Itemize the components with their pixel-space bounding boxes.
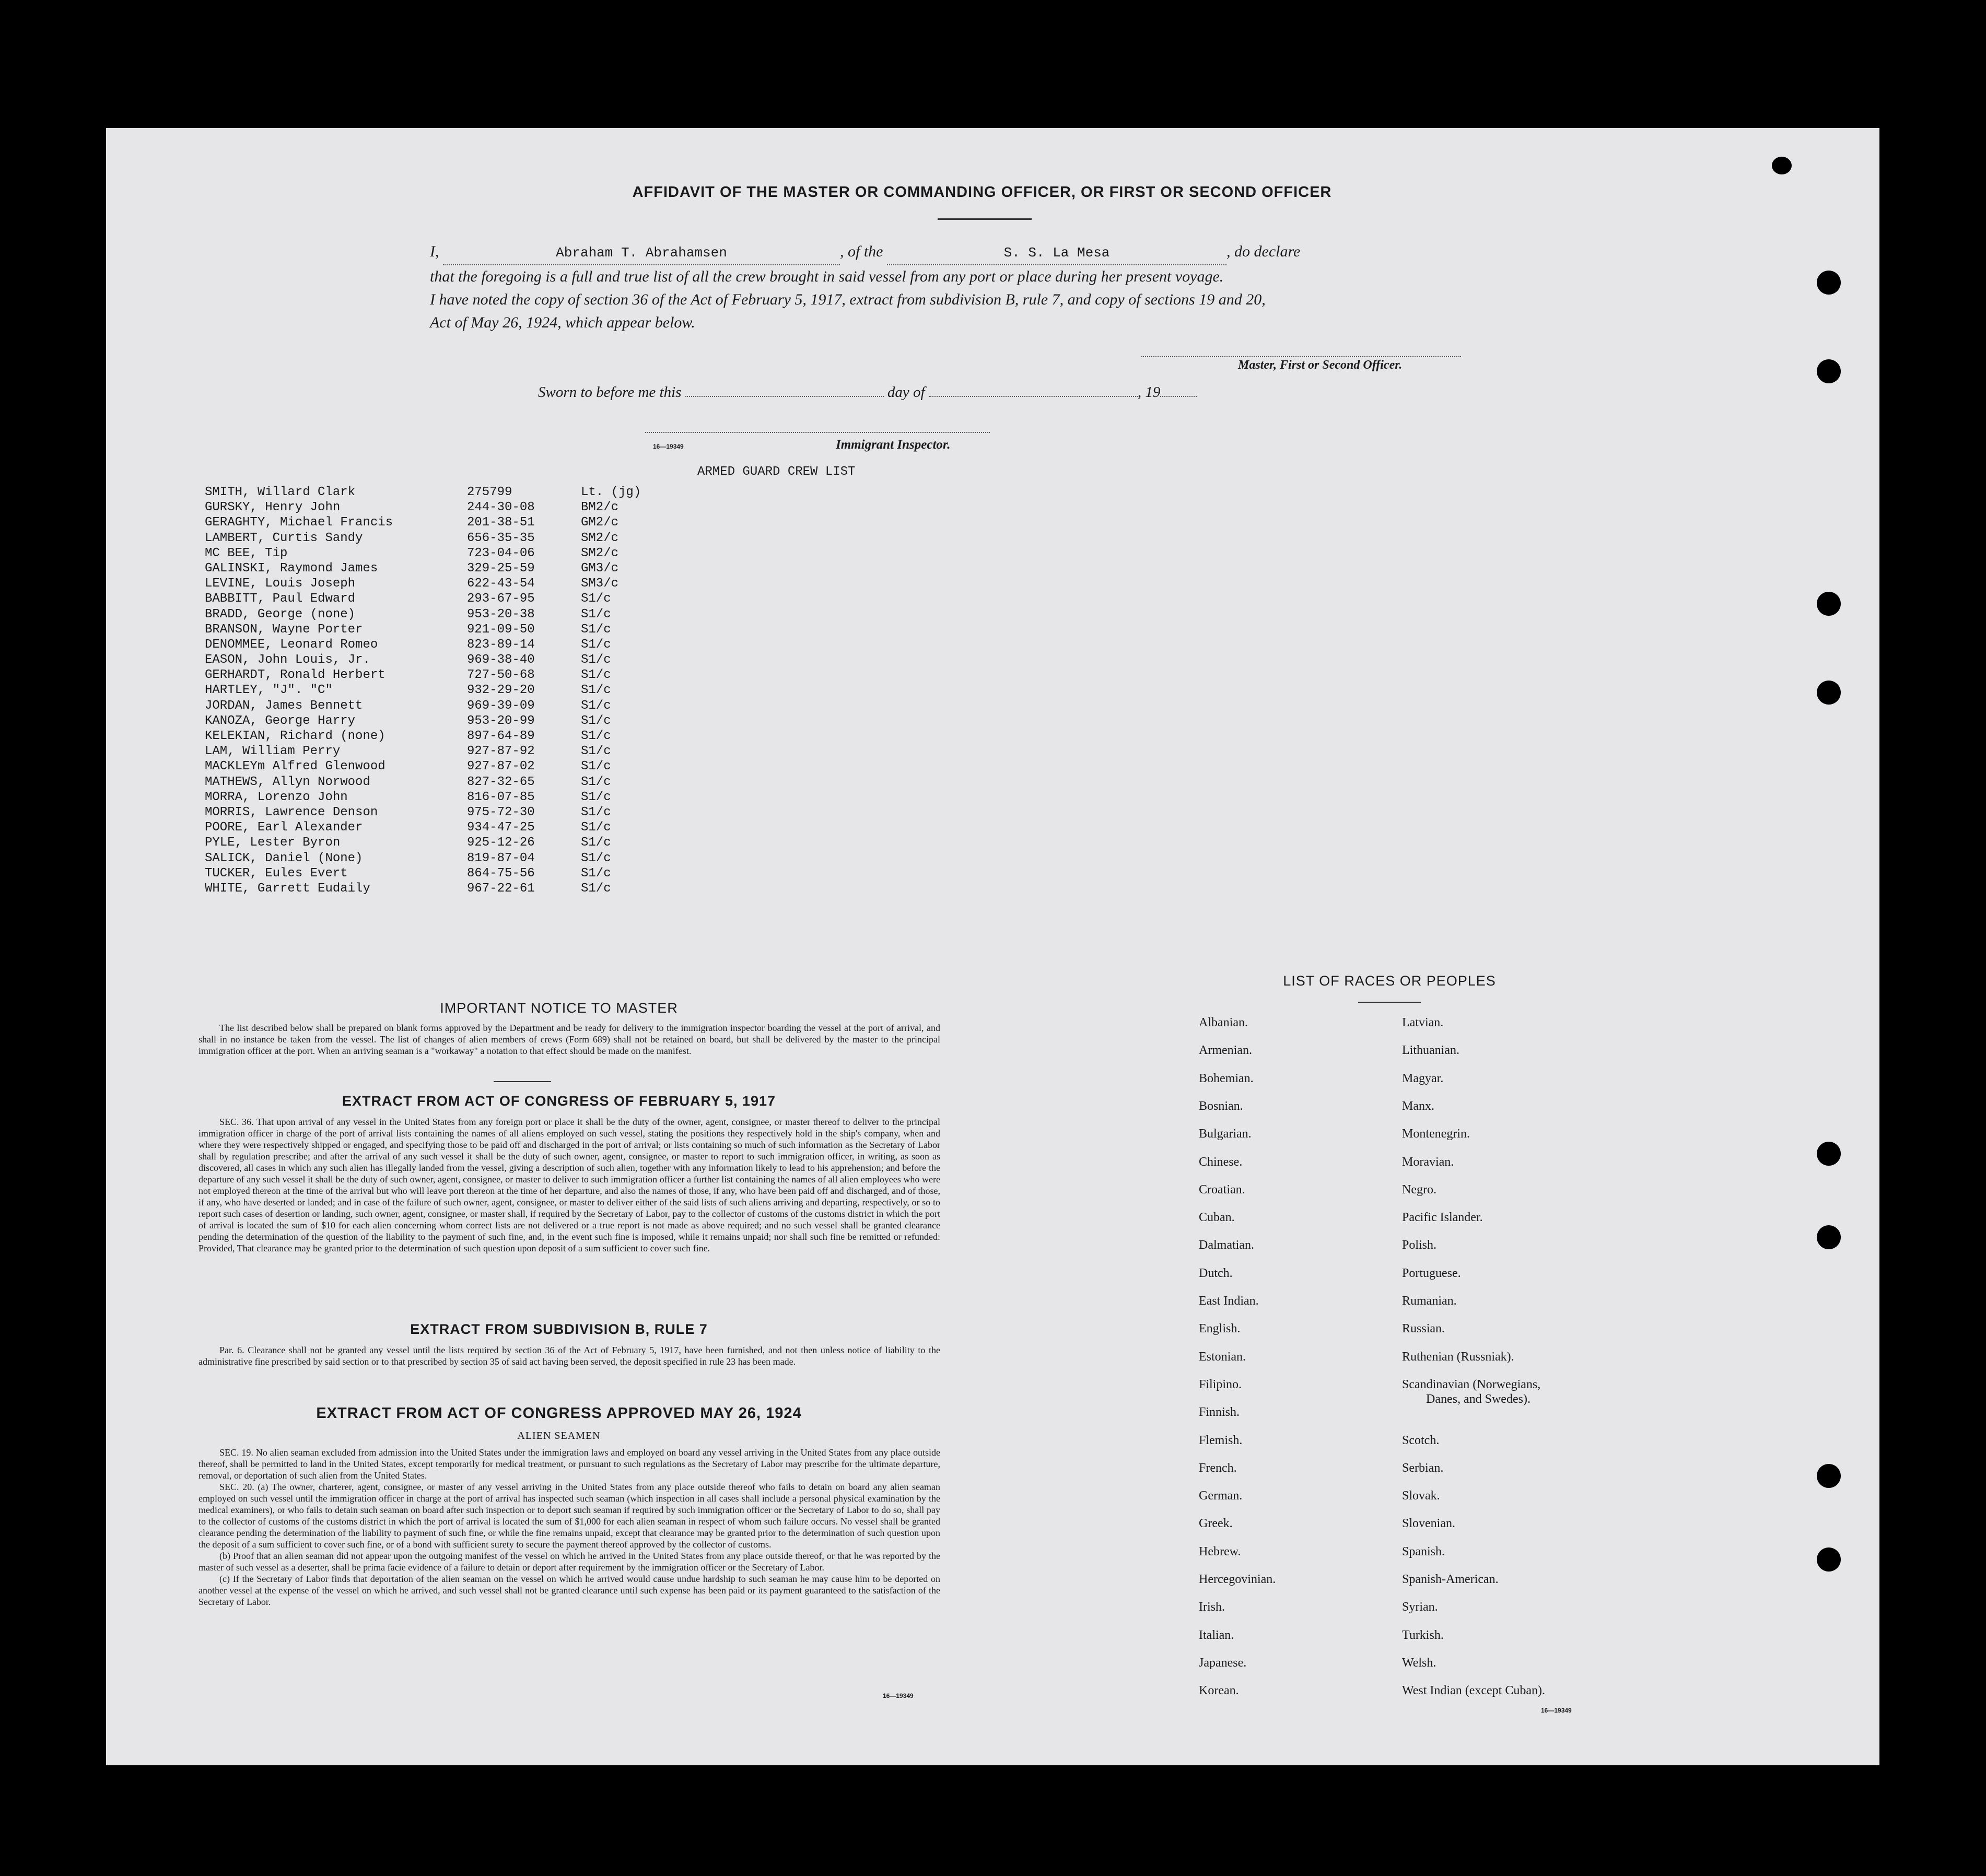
punch-hole (1817, 271, 1841, 295)
crew-name: BRANSON, Wayne Porter (205, 622, 363, 637)
vessel-name-field[interactable]: S. S. La Mesa (887, 241, 1226, 265)
crew-number: 932-29-20 (467, 683, 535, 698)
crew-rate: S1/c (581, 881, 611, 896)
crew-rate: SM3/c (581, 577, 619, 591)
race-item: German. (1199, 1489, 1243, 1503)
race-item: Hercegovinian. (1199, 1573, 1276, 1586)
crew-number: 969-39-09 (467, 698, 535, 713)
race-item: Japanese. (1199, 1656, 1247, 1670)
punch-hole (1817, 1547, 1841, 1572)
crew-name: MC BEE, Tip (205, 546, 288, 560)
sworn-month-field[interactable] (929, 396, 1138, 397)
crew-rate: Lt. (jg) (581, 485, 641, 499)
sec20a-text: SEC. 20. (a) The owner, charterer, agent, consignee, or master of any vessel arriving in the United States from any place outside thereof who fails to detain on board any alien seaman employed on such vessel until the immigration officer in charge at the port of arrival has inspected such seaman (which inspection in all cases shall include a personal physical examination by the medical examiners), or who fails to detain such seaman on board after such inspection or to deport such seaman if required by such immigration officer or the Secretary of Labor to do so, shall pay to the collector of customs of the customs district in which the port of arrival is located the sum of $1,000 for each alien seaman in respect of whom such failure occurs. No vessel shall be granted clearance pending the determination of the liability to payment of such fine, or while the fine remains unpaid, except that clearance may be granted prior to the determination of such question upon the deposit of a sum sufficient to cover such fine, or of a bond with sufficient surety to secure the payment thereof approved by the collector of customs. (198, 1482, 940, 1550)
race-item: Italian. (1199, 1628, 1234, 1642)
race-item: Welsh. (1402, 1656, 1436, 1670)
crew-name: GURSKY, Henry John (205, 500, 341, 515)
form-number-races: 16—19349 (1541, 1707, 1572, 1714)
race-item: Negro. (1402, 1182, 1436, 1197)
race-item: Estonian. (1199, 1350, 1246, 1364)
inspector-line[interactable] (645, 431, 990, 433)
extract-1917-body (198, 1116, 940, 1254)
notice-rule (494, 1081, 551, 1082)
sworn-day-of: day of (887, 384, 925, 401)
race-item: Hebrew. (1199, 1544, 1241, 1558)
race-item: Dutch. (1199, 1266, 1233, 1280)
torn-corner (1772, 157, 1792, 174)
crew-rate: S1/c (581, 729, 611, 743)
alien-seamen-subtitle: ALIEN SEAMEN (517, 1430, 601, 1441)
par6-text: Par. 6. Clearance shall not be granted any vessel until the lists required by section 36 of the Act of February 5, 1917, have been furnished, and not then unless notice of liability to the administrative fine prescribed by said section or to that prescribed by section 35 of said act having been served, the deposit specified in rule 23 has been made. (198, 1345, 940, 1367)
notice-body (198, 1022, 940, 1057)
race-item: Ruthenian (Russniak). (1402, 1350, 1514, 1364)
crew-name: KANOZA, George Harry (205, 713, 356, 728)
sec20c-text: (c) If the Secretary of Labor finds that deportation of the alien seaman on the vessel on which he arrived would cause undue hardship to such seaman he may cause him to be deported on another vessel at the expense of the vessel on which he arrived, and such vessel shall not be granted clearance until such expense has been paid or its payment guaranteed to the satisfaction of the Secretary of Labor. (198, 1574, 940, 1607)
crew-name: TUCKER, Eules Evert (205, 866, 348, 881)
race-item: Slovenian. (1402, 1517, 1455, 1531)
crew-number: 823-89-14 (467, 637, 535, 652)
race-item: Pacific Islander. (1402, 1211, 1483, 1225)
race-item: Montenegrin. (1402, 1127, 1470, 1141)
race-item: Bosnian. (1199, 1099, 1243, 1113)
extract-rule7-body (198, 1344, 940, 1367)
crew-name: WHITE, Garrett Eudaily (205, 881, 370, 896)
crew-name: MORRA, Lorenzo John (205, 790, 348, 804)
extract-1917-title: EXTRACT FROM ACT OF CONGRESS OF FEBRUARY 5, 1917 (342, 1093, 776, 1109)
crew-name: GERHARDT, Ronald Herbert (205, 668, 385, 683)
declaration-text (430, 240, 1448, 334)
crew-rate: GM2/c (581, 515, 619, 530)
crew-name: BRADD, George (none) (205, 607, 356, 622)
race-item: Serbian. (1402, 1461, 1444, 1475)
crew-rate: S1/c (581, 744, 611, 759)
crew-number: 975-72-30 (467, 805, 535, 819)
crew-number: 927-87-02 (467, 759, 535, 774)
crew-name: LEVINE, Louis Joseph (205, 577, 356, 591)
crew-number: 727-50-68 (467, 668, 535, 683)
notice-text: The list described below shall be prepared on blank forms approved by the Department and be ready for delivery to the immigration inspector boarding the vessel at the port of arrival, and shall in no instance be taken from the vessel. The list of changes of alien members of crews (Form 689) shall not be retained on board, but shall be delivered by the master to the principal immigration officer at the port. When an arriving seaman is a "workaway" a notation to that effect should be made on the manifest. (198, 1023, 940, 1056)
crew-rate: SM2/c (581, 531, 619, 545)
crew-name: GALINSKI, Raymond James (205, 561, 378, 576)
decl-line4: Act of May 26, 1924, which appear below. (430, 314, 695, 331)
race-item: Albanian. (1199, 1016, 1248, 1029)
crew-number: 293-67-95 (467, 592, 535, 606)
race-item: Scandinavian (Norwegians, (1402, 1377, 1541, 1391)
race-item: Slovak. (1402, 1489, 1440, 1503)
crew-number: 967-22-61 (467, 881, 535, 896)
race-item: Russian. (1402, 1322, 1445, 1336)
crew-name: JORDAN, James Bennett (205, 698, 363, 713)
crew-rate: S1/c (581, 653, 611, 667)
race-item: East Indian. (1199, 1294, 1259, 1308)
crew-rate: S1/c (581, 668, 611, 683)
race-item: Lithuanian. (1402, 1043, 1459, 1058)
sworn-year-field[interactable] (1160, 396, 1197, 397)
race-item: Bulgarian. (1199, 1127, 1252, 1141)
crew-name: DENOMMEE, Leonard Romeo (205, 637, 378, 652)
race-item: Dalmatian. (1199, 1238, 1254, 1252)
race-item: Bohemian. (1199, 1071, 1254, 1085)
crew-rate: S1/c (581, 836, 611, 850)
crew-name: MORRIS, Lawrence Denson (205, 805, 378, 819)
race-item: West Indian (except Cuban). (1402, 1684, 1545, 1698)
notice-title: IMPORTANT NOTICE TO MASTER (440, 1000, 678, 1016)
race-item: Filipino. (1199, 1377, 1242, 1391)
extract-rule7-title: EXTRACT FROM SUBDIVISION B, RULE 7 (410, 1321, 708, 1337)
crew-number: 953-20-99 (467, 713, 535, 728)
crew-list-title: ARMED GUARD CREW LIST (697, 465, 856, 479)
race-item: Scotch. (1402, 1433, 1440, 1447)
crew-name: PYLE, Lester Byron (205, 836, 341, 850)
crew-name: EASON, John Louis, Jr. (205, 653, 370, 667)
crew-number: 927-87-92 (467, 744, 535, 759)
race-item: English. (1199, 1322, 1241, 1336)
signature-caption: Master, First or Second Officer. (1238, 358, 1403, 372)
races-rule (1358, 1002, 1421, 1003)
race-item: Flemish. (1199, 1433, 1243, 1447)
race-item: Irish. (1199, 1600, 1225, 1614)
crew-name: MATHEWS, Allyn Norwood (205, 775, 370, 789)
race-item: Armenian. (1199, 1043, 1252, 1058)
crew-rate: S1/c (581, 851, 611, 865)
crew-rate: S1/c (581, 637, 611, 652)
sec20b-text: (b) Proof that an alien seaman did not appear upon the outgoing manifest of the vessel on which he arrived in the United States from any place outside thereof, or that he was reported by the master of such vessel as a deserter, shall be prima facie evidence of a failure to detain or deport after requirement by the immigration officer or the Secretary of Labor. (198, 1551, 940, 1573)
crew-name: KELEKIAN, Richard (none) (205, 729, 385, 743)
form-number-extract: 16—19349 (883, 1692, 914, 1699)
punch-hole (1817, 1464, 1841, 1488)
crew-rate: S1/c (581, 759, 611, 774)
title-rule (938, 218, 1032, 220)
race-item: Rumanian. (1402, 1294, 1457, 1308)
race-item: Turkish. (1402, 1628, 1444, 1642)
punch-hole (1817, 1225, 1841, 1249)
sworn-day-field[interactable] (685, 396, 884, 397)
race-item: Spanish-American. (1402, 1573, 1499, 1586)
crew-number: 816-07-85 (467, 790, 535, 804)
crew-rate: S1/c (581, 805, 611, 819)
crew-number: 244-30-08 (467, 500, 535, 515)
race-item: Moravian. (1402, 1155, 1454, 1169)
race-item: Korean. (1199, 1684, 1239, 1698)
punch-hole (1817, 592, 1841, 616)
races-title: LIST OF RACES OR PEOPLES (1283, 973, 1496, 989)
crew-rate: S1/c (581, 775, 611, 789)
inspector-caption: Immigrant Inspector. (836, 438, 951, 452)
crew-name: HARTLEY, "J". "C" (205, 683, 333, 698)
crew-rate: S1/c (581, 683, 611, 698)
crew-number: 723-04-06 (467, 546, 535, 560)
crew-name: SALICK, Daniel (None) (205, 851, 363, 865)
race-item: Latvian. (1402, 1016, 1444, 1029)
decl-line2: that the foregoing is a full and true list of all the crew brought in said vessel from any port or place during her present voyage. (430, 268, 1224, 285)
race-item: Croatian. (1199, 1182, 1245, 1197)
crew-rate: BM2/c (581, 500, 619, 515)
punch-hole (1817, 681, 1841, 705)
extract-1924-title: EXTRACT FROM ACT OF CONGRESS APPROVED MAY 26, 1924 (316, 1405, 802, 1422)
crew-number: 622-43-54 (467, 577, 535, 591)
race-item: Syrian. (1402, 1600, 1438, 1614)
crew-number: 201-38-51 (467, 515, 535, 530)
sworn-year: , 19 (1137, 384, 1161, 401)
crew-number: 819-87-04 (467, 851, 535, 865)
race-item: Manx. (1402, 1099, 1434, 1113)
race-item: French. (1199, 1461, 1237, 1475)
sec36-text: SEC. 36. That upon arrival of any vessel in the United States from any foreign port or place it shall be the duty of the owner, agent, consignee, or master thereof to deliver to the principal immigration officer in charge of the port of arrival lists containing the names of all aliens employed on such vessel, stating the positions they respectively hold in the ship's company, when and where they were respectively shipped or engaged, and specifying those to be paid off and discharged in the port of arrival; or lists containing so much of such information as the Secretary of Labor shall by regulation prescribe; and after the arrival of any such vessel it shall be the duty of such owner, agent, consignee, or master to report to such immigration officer, in writing, as soon as discovered, all cases in which any such alien has illegally landed from the vessel, giving a description of such alien, together with any information likely to lead to his apprehension; and before the departure of any such vessel it shall be the duty of such owner, agent, consignee, or master to deliver to such immigration officer a further list containing the names of all alien employees who were not employed thereon at the time of the arrival but who will leave port thereon at the time of her departure, and also the names of those, if any, who have been paid off and discharged, and of those, if any, who have deserted or landed; and in case of the failure of such owner, agent, consignee, or master to deliver either of the said lists of such aliens arriving and departing, respectively, or so to report such cases of desertion or landing, such owner, agent, consignee, or master shall, if required by the Secretary of Labor, pay to the collector of customs of the customs district in which the port of arrival is located the sum of $10 for each alien concerning whom correct lists are not delivered or a true report is not made as above required; and no such vessel shall be granted clearance pending the determination of the question of the liability to the payment of such fine, and, in the event such fine is imposed, while it remains unpaid; nor shall such fine be remitted or refunded: Provided, That clearance may be granted prior to the determination of such question upon deposit of a sum sufficient to cover such fine. (198, 1117, 940, 1253)
race-item: Greek. (1199, 1517, 1233, 1531)
race-item: Magyar. (1402, 1071, 1444, 1085)
crew-number: 934-47-25 (467, 820, 535, 835)
crew-rate: S1/c (581, 698, 611, 713)
crew-name: LAM, William Perry (205, 744, 341, 759)
decl-suffix: , do declare (1226, 243, 1301, 260)
crew-rate: S1/c (581, 790, 611, 804)
race-item: Polish. (1402, 1238, 1437, 1252)
crew-rate: S1/c (581, 607, 611, 622)
crew-rate: S1/c (581, 622, 611, 637)
decl-line3: I have noted the copy of section 36 of the Act of February 5, 1917, extract from subdivision B, rule 7, and copy of sections 19 and 20, (430, 291, 1266, 308)
crew-number: 656-35-35 (467, 531, 535, 545)
crew-number: 925-12-26 (467, 836, 535, 850)
crew-number: 864-75-56 (467, 866, 535, 881)
crew-number: 329-25-59 (467, 561, 535, 576)
crew-name: BABBITT, Paul Edward (205, 592, 356, 606)
master-name-field[interactable]: Abraham T. Abrahamsen (443, 241, 840, 265)
sec19-text: SEC. 19. No alien seaman excluded from admission into the United States under the immigration laws and employed on board any vessel arriving in the United States from any place outside thereof, shall be permitted to land in the United States, except temporarily for medical treatment, or pursuant to such regulations as the Secretary of Labor may prescribe for the ultimate departure, removal, or deportation of such alien from the United States. (198, 1447, 940, 1481)
crew-rate: S1/c (581, 866, 611, 881)
punch-hole (1817, 359, 1841, 383)
crew-number: 275799 (467, 485, 512, 499)
affidavit-title: AFFIDAVIT OF THE MASTER OR COMMANDING OFFICER, OR FIRST OR SECOND OFFICER (632, 184, 1332, 201)
signature-line[interactable] (1141, 355, 1461, 357)
crew-number: 953-20-38 (467, 607, 535, 622)
crew-rate: S1/c (581, 713, 611, 728)
crew-number: 921-09-50 (467, 622, 535, 637)
crew-name: SMITH, Willard Clark (205, 485, 356, 499)
crew-rate: S1/c (581, 820, 611, 835)
crew-name: GERAGHTY, Michael Francis (205, 515, 393, 530)
crew-name: MACKLEYm Alfred Glenwood (205, 759, 385, 774)
decl-mid: , of the (840, 243, 883, 260)
crew-rate: SM2/c (581, 546, 619, 560)
form-number-top: 16—19349 (653, 443, 684, 450)
crew-number: 897-64-89 (467, 729, 535, 743)
crew-rate: GM3/c (581, 561, 619, 576)
crew-name: POORE, Earl Alexander (205, 820, 363, 835)
race-item-continuation: Danes, and Swedes). (1426, 1392, 1531, 1406)
race-item: Portuguese. (1402, 1266, 1461, 1280)
race-item: Finnish. (1199, 1405, 1240, 1420)
crew-name: LAMBERT, Curtis Sandy (205, 531, 363, 545)
race-item: Cuban. (1199, 1211, 1235, 1225)
punch-hole (1817, 1142, 1841, 1166)
sworn-line (538, 384, 1197, 401)
decl-prefix: I, (430, 243, 439, 260)
race-item: Chinese. (1199, 1155, 1243, 1169)
extract-1924-body (198, 1447, 940, 1608)
race-item: Spanish. (1402, 1544, 1445, 1558)
crew-number: 827-32-65 (467, 775, 535, 789)
sworn-prefix: Sworn to before me this (538, 384, 682, 401)
crew-rate: S1/c (581, 592, 611, 606)
crew-number: 969-38-40 (467, 653, 535, 667)
